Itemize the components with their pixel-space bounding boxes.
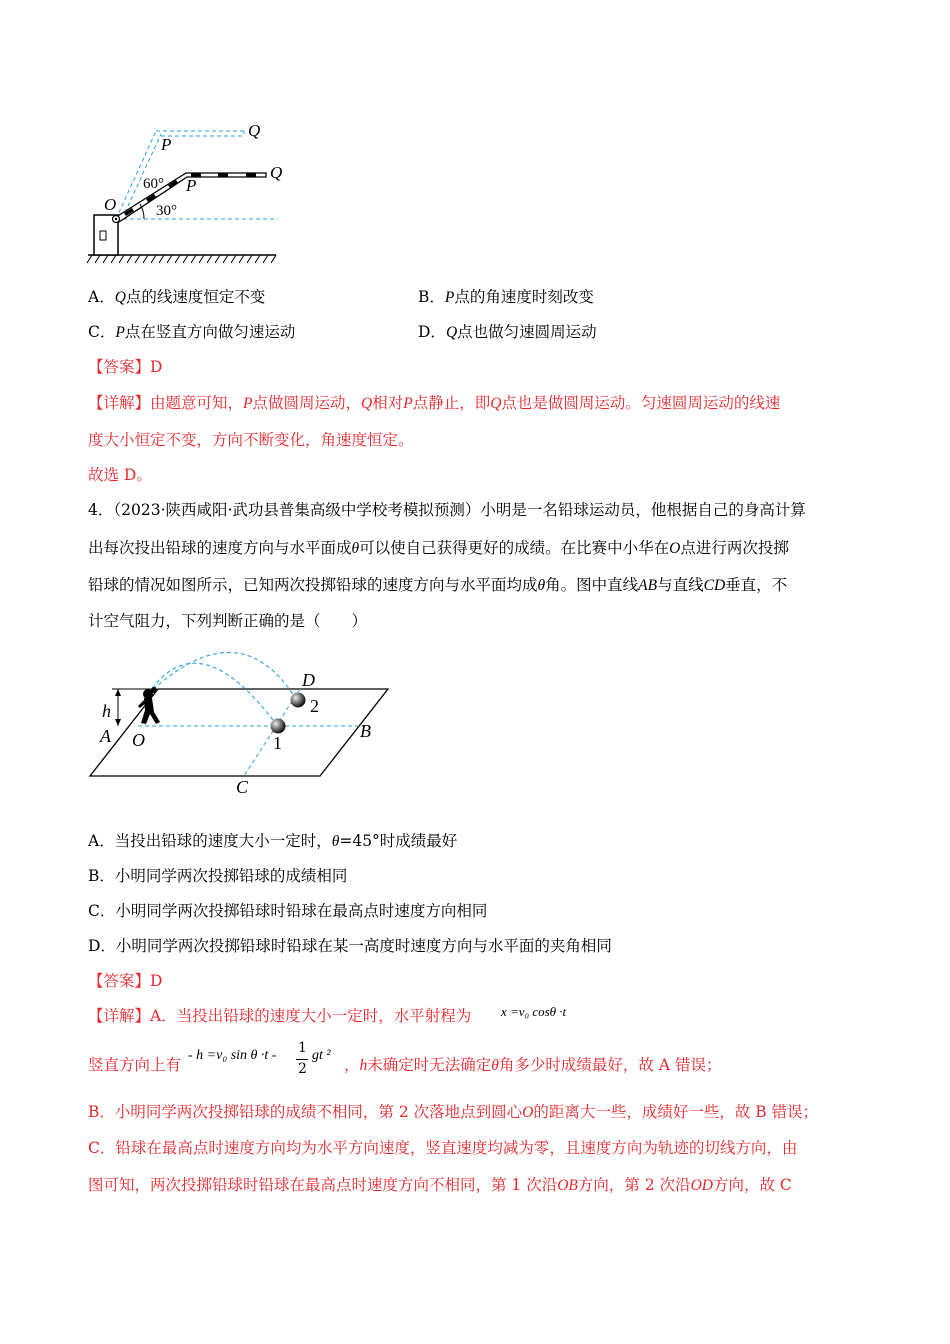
q4-detail-c1: C．铅球在最高点时速度方向均为水平方向速度，竖直速度均减为零，且速度方向为轨迹的切线方向，由 xyxy=(88,1139,798,1157)
q4-detail-c2: 图可知，两次投掷铅球时铅球在最高点时速度方向不相同，第 1 次沿OB方向，第 2 次沿OD方向，故 C xyxy=(88,1176,792,1194)
fig1-label-P: P xyxy=(186,176,197,195)
fig2-label-D: D xyxy=(302,670,315,690)
fig1-angle-30: 30° xyxy=(156,203,177,219)
q3-detail-line1: 【详解】由题意可知，P点做圆周运动，Q相对P点静止，即Q点也是做圆周运动。匀速圆周运动的线速 xyxy=(88,394,781,412)
formula-range: x =v₀ cosθ ·t xyxy=(501,1004,567,1019)
q3-detail-line2: 度大小恒定不变，方向不断变化，角速度恒定。 xyxy=(88,431,414,449)
q3-answer: 【答案】D xyxy=(88,358,163,376)
fig1-angle-60: 60° xyxy=(143,176,164,192)
fig2-label-O: O xyxy=(132,730,145,750)
q4-stem-line2: 出每次投出铅球的速度方向与水平面成θ可以使自己获得更好的成绩。在比赛中小华在O点进行两次投掷 xyxy=(88,539,789,557)
q3-conclusion: 故选 D。 xyxy=(88,466,152,484)
fig2-label-1: 1 xyxy=(273,733,282,753)
fig2-label-C: C xyxy=(236,777,249,797)
q4-option-b: B．小明同学两次投掷铅球的成绩相同 xyxy=(88,867,348,885)
ball-2 xyxy=(291,693,306,708)
figure-lever xyxy=(86,118,296,268)
q4-stem-line4: 计空气阻力，下列判断正确的是（ ） xyxy=(88,612,368,630)
q4-detail-a: 【详解】A．当投出铅球的速度大小一定时，水平射程为 xyxy=(88,1007,472,1025)
fig1-label-P-top: P xyxy=(161,135,172,154)
q4-vertical-prefix: 竖直方向上有 xyxy=(88,1056,182,1074)
q4-answer: 【答案】D xyxy=(88,972,163,990)
q4-detail-b: B．小明同学两次投掷铅球的成绩不相同，第 2 次落地点到圆心O的距离大一些，成绩好一些，故 B 错误； xyxy=(88,1103,819,1121)
q3-option-b: B．P点的角速度时刻改变 xyxy=(418,288,594,306)
fig2-label-B: B xyxy=(360,721,371,741)
fig2-label-A: A xyxy=(100,726,111,746)
q3-option-c: C．P点在竖直方向做匀速运动 xyxy=(88,323,296,341)
ball-1 xyxy=(271,719,286,734)
q4-option-c: C．小明同学两次投掷铅球时铅球在最高点时速度方向相同 xyxy=(88,902,488,920)
fig2-label-h: h xyxy=(102,701,111,721)
q3-option-d: D．Q点也做匀速圆周运动 xyxy=(418,323,597,341)
fig1-label-Q: Q xyxy=(270,163,283,182)
q4-option-a: A．当投出铅球的速度大小一定时，θ=45°时成绩最好 xyxy=(88,832,458,850)
q4-stem-line3: 铅球的情况如图所示，已知两次投掷铅球的速度方向与水平面均成θ角。图中直线AB与直线CD垂直，不 xyxy=(88,576,788,594)
figure-shotput xyxy=(88,640,398,800)
q4-vertical-text: ，h未确定时无法确定θ角多少时成绩最好，故 A 错误； xyxy=(344,1056,722,1074)
fig2-label-2: 2 xyxy=(310,696,319,716)
q4-option-d: D．小明同学两次投掷铅球时铅球在某一高度时速度方向与水平面的夹角相同 xyxy=(88,937,612,955)
fig1-label-O: O xyxy=(104,195,117,214)
q4-stem-line1: 4．（2023·陕西咸阳·武功县普集高级中学校考模拟预测）小明是一名铅球运动员，他根据自己的身高计算 xyxy=(88,501,806,519)
q3-option-a: A．Q点的线速度恒定不变 xyxy=(88,288,266,306)
fig1-label-Q-top: Q xyxy=(248,121,261,140)
